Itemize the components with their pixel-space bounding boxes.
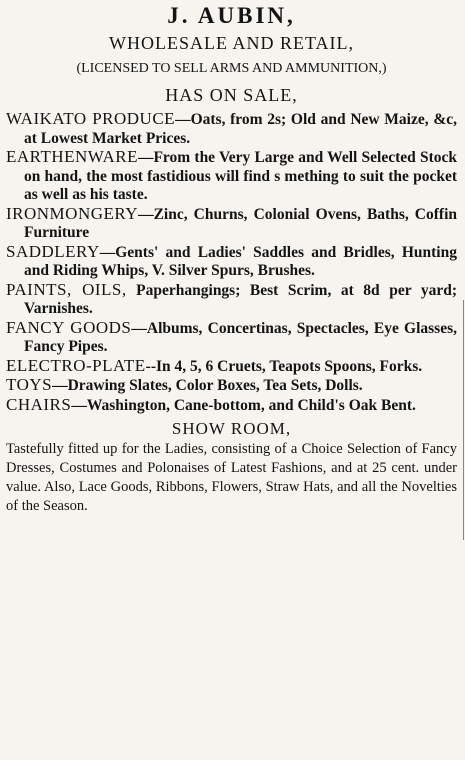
item-text: Paperhangings; Best Scrim, at 8d per yard; Varnishes.	[24, 281, 457, 317]
column-rule	[463, 300, 464, 540]
item-heading: CHAIRS	[6, 394, 72, 414]
item-text: —Washington, Cane-bottom, and Child's Oak Bent.	[71, 396, 416, 414]
list-item	[6, 148, 457, 205]
license-notice: (LICENSED TO SELL ARMS AND AMMUNITION,)	[76, 61, 387, 76]
item-text: —Albums, Concertinas, Spectacles, Eye Glasses, Fancy Pipes.	[24, 319, 457, 355]
item-text: —Zinc, Churns, Colonial Ovens, Baths, Coffin Furniture	[24, 205, 457, 241]
list-item	[6, 357, 457, 377]
product-list	[6, 110, 457, 415]
item-heading: WAIKATO PRODUCE	[6, 109, 176, 128]
ad-header	[6, 2, 457, 108]
show-room-section	[6, 418, 457, 516]
on-sale-heading: HAS ON SALE,	[165, 85, 298, 105]
item-heading: TOYS	[6, 375, 53, 394]
list-item	[6, 243, 457, 281]
item-heading: SADDLERY	[6, 241, 100, 261]
item-text: --In 4, 5, 6 Cruets, Teapots Spoons, Forks.	[145, 357, 423, 375]
show-room-text: Tastefully fitted up for the Ladies, consisting of a Choice Selection of Fancy Dresses, Costumes and Polonaises of Latest Fashions, and at 25 cent. under value. Also, Lace Goods, Ribbons, Flowers, Straw Hats, and all the Novelties of the Season.	[6, 441, 457, 514]
item-text: —From the Very Large and Well Selected Stock on hand, the most fastidious will find s mething to suit the pocket as well as his taste.	[24, 149, 457, 203]
list-item	[6, 319, 457, 357]
list-item	[6, 376, 457, 396]
item-heading: PAINTS, OILS,	[6, 279, 127, 299]
list-item	[6, 205, 457, 243]
item-text: —Oats, from 2s; Old and New Maize, &c, at Lowest Market Prices.	[24, 111, 457, 147]
show-room-title: SHOW ROOM,	[171, 419, 292, 438]
item-heading: FANCY GOODS	[6, 317, 132, 337]
item-heading: EARTHENWARE	[6, 147, 138, 166]
list-item	[6, 281, 457, 319]
merchant-name: J. AUBIN,	[167, 3, 296, 28]
business-type: WHOLESALE AND RETAIL,	[108, 33, 355, 53]
list-item	[6, 396, 457, 416]
item-text: —Gents' and Ladies' Saddles and Bridles, Hunting and Riding Whips, V. Silver Spurs, Brushes.	[24, 243, 457, 279]
item-text: —Drawing Slates, Color Boxes, Tea Sets, Dolls.	[52, 377, 363, 394]
list-item	[6, 110, 457, 148]
item-heading: IRONMONGERY	[6, 203, 139, 223]
item-heading: ELECTRO-PLATE	[6, 355, 146, 375]
